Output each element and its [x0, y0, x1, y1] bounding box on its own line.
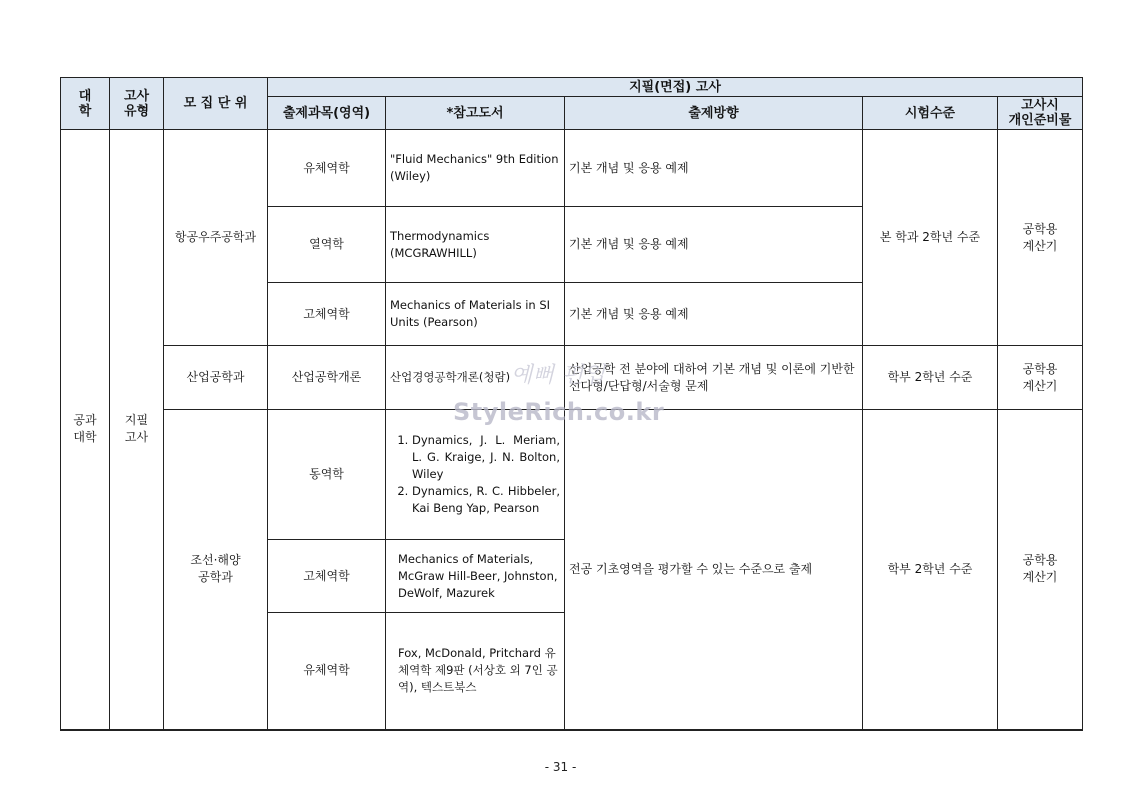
direction-cell: 기본 개념 및 응용 예제: [565, 283, 863, 346]
direction-cell: 기본 개념 및 응용 예제: [565, 130, 863, 207]
level-cell: 본 학과 2학년 수준: [863, 130, 998, 346]
subject-cell: 고체역학: [268, 283, 386, 346]
direction-cell: 기본 개념 및 응용 예제: [565, 207, 863, 283]
subject-cell: 열역학: [268, 207, 386, 283]
items-cell: 공학용 계산기: [998, 130, 1083, 346]
book-cell: [386, 410, 565, 540]
list-item: 2. Dynamics, R. C. Hibbeler, Kai Beng Yap, Pearson: [412, 483, 562, 517]
page-number: - 31 -: [544, 760, 577, 774]
subject-cell: 동역학: [268, 410, 386, 540]
book-list: [388, 432, 562, 517]
header-group: 지필(면접) 고사: [268, 78, 1083, 97]
header-exam-type: 고사 유형: [110, 78, 164, 130]
unit-aerospace: 항공우주공학과: [164, 130, 268, 346]
subject-cell: 산업공학개론: [268, 346, 386, 410]
header-direction: 출제방향: [565, 97, 863, 130]
items-cell: 공학용 계산기: [998, 410, 1083, 730]
book-cell: Thermodynamics (MCGRAWHILL): [386, 207, 565, 283]
direction-cell: 산업공학 전 분야에 대하여 기본 개념 및 이론에 기반한 선다형/단답형/서술형 문제: [565, 346, 863, 410]
header-college: 대 학: [61, 78, 110, 130]
book-cell: Fox, McDonald, Pritchard 유체역학 제9판 (서상호 외 7인 공역), 텍스트북스: [386, 613, 565, 730]
college-cell: 공과 대학: [61, 130, 110, 730]
direction-cell: 전공 기초영역을 평가할 수 있는 수준으로 출제: [565, 410, 863, 730]
level-cell: 학부 2학년 수준: [863, 410, 998, 730]
header-items: 고사시 개인준비물: [998, 97, 1083, 130]
unit-industrial: 산업공학과: [164, 346, 268, 410]
list-item: 1. Dynamics, J. L. Meriam, L. G. Kraige, J. N. Bolton, Wiley: [412, 432, 562, 483]
header-level: 시험수준: [863, 97, 998, 130]
table-row: [61, 346, 1083, 410]
subject-cell: 유체역학: [268, 130, 386, 207]
watermark-text: StyleRich.co.kr: [453, 398, 665, 426]
header-unit: 모 집 단 위: [164, 78, 268, 130]
header-subject: 출제과목(영역): [268, 97, 386, 130]
items-cell: 공학용 계산기: [998, 346, 1083, 410]
table-row: [61, 130, 1083, 207]
book-cell: 산업경영공학개론(청람): [386, 346, 565, 410]
exam-type-cell: 지필 고사: [110, 130, 164, 730]
exam-table: [60, 77, 1083, 731]
level-cell: 학부 2학년 수준: [863, 346, 998, 410]
book-cell: Mechanics of Materials in SI Units (Pearson): [386, 283, 565, 346]
unit-naval: 조선·해양 공학과: [164, 410, 268, 730]
header-book: *참고도서: [386, 97, 565, 130]
table-row: [61, 410, 1083, 540]
subject-cell: 유체역학: [268, 613, 386, 730]
watermark-handwritten: 예뻐 편입: [511, 363, 606, 388]
book-cell: Mechanics of Materials, McGraw Hill-Beer, Johnston, DeWolf, Mazurek: [386, 540, 565, 613]
book-cell: "Fluid Mechanics" 9th Edition (Wiley): [386, 130, 565, 207]
subject-cell: 고체역학: [268, 540, 386, 613]
